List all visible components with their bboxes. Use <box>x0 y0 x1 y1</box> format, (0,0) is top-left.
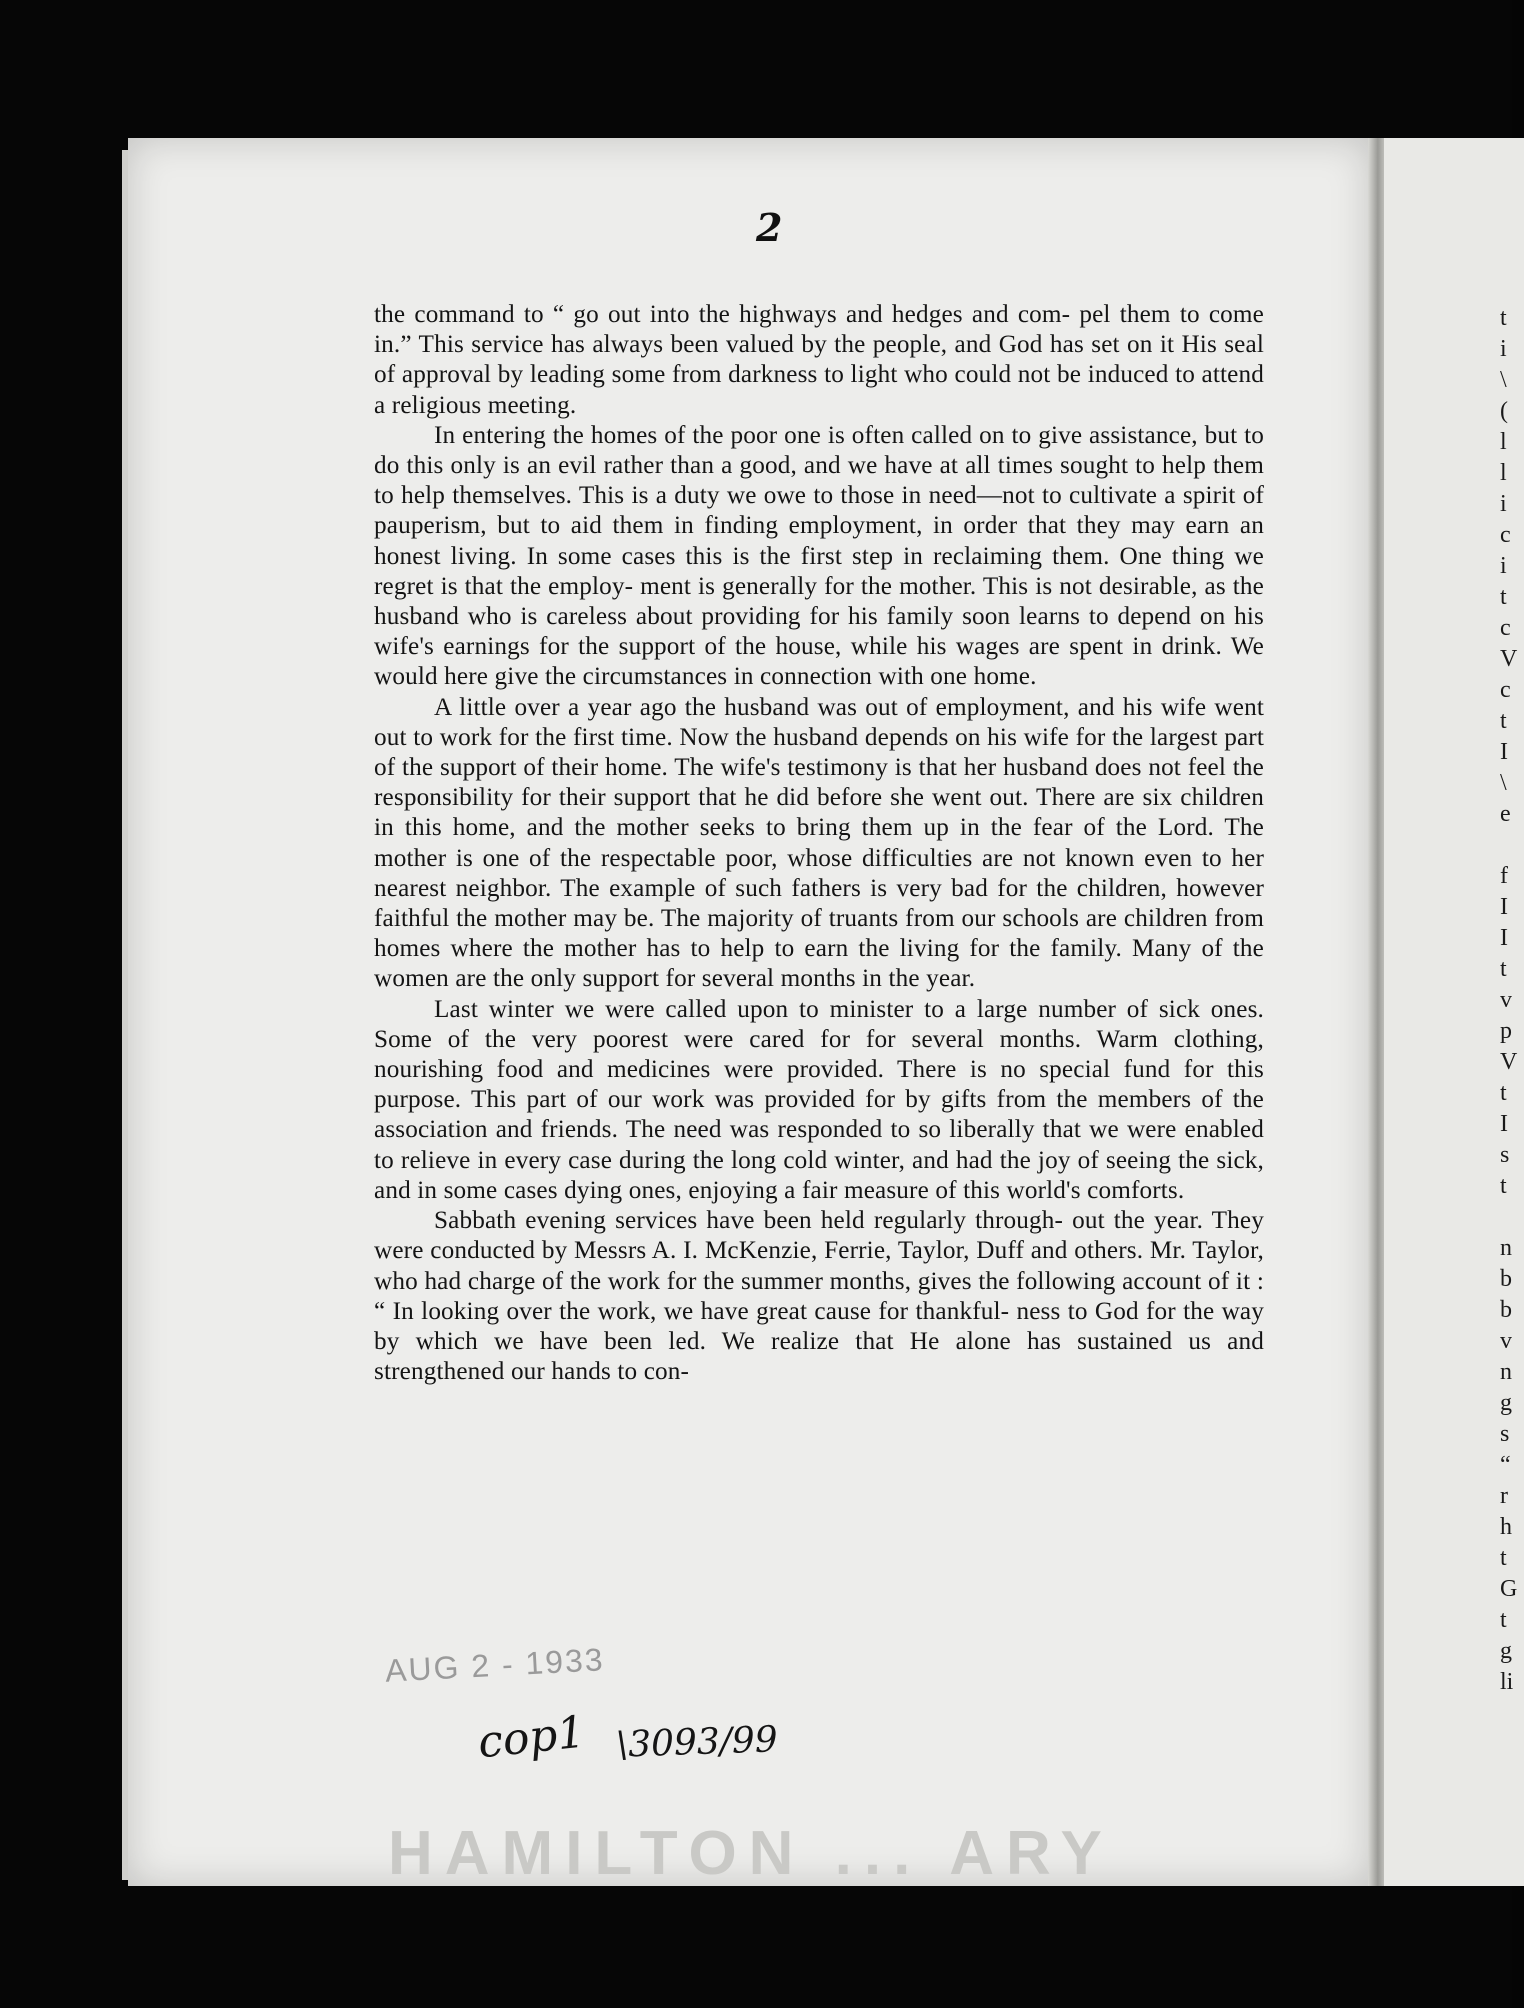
facing-page-letter: I <box>1500 1111 1508 1137</box>
facing-page-letter: \ <box>1500 367 1507 393</box>
facing-page-letter: f <box>1500 863 1508 889</box>
facing-page-letter: t <box>1500 1080 1507 1106</box>
paragraph: Sabbath evening services have been held regularly through- out the year. They were conducted by Messrs A. I. McKenzie, Ferrie, Taylor, Duff and others. Mr. Taylor, who had charge of the work for the summer months, gives the following account of it : “ In looking over the work, we have great cause for thankful- ness to God for the way by which we have been led. We realize that He alone has sustained us and strengthened our hands to con- <box>374 1207 1264 1386</box>
facing-page-letter: p <box>1500 1018 1512 1044</box>
paragraph: Last winter we were called upon to minister to a large number of sick ones. Some of the very poorest were cared for for several months. Warm clothing, nourishing food and medicines were provided. There is no special fund for this purpose. This part of our work was provided for by gifts from the members of the association and friends. The need was responded to so liberally that we were enabled to relieve in every case during the long cold winter, and had the joy of seeing the sick, and in some cases dying ones, enjoying a fair measure of this world's comforts. <box>374 995 1264 1204</box>
handwritten-note-number: \3093/99 <box>615 1719 779 1766</box>
date-stamp: AUG 2 - 1933 <box>384 1641 606 1689</box>
paragraph: A little over a year ago the husband was out of employment, and his wife went out to work for the first time. Now the husband depends on his wife for the largest part of the support of their home. The wife's testimony is that her husband does not feel the responsibility for their support that he did before she went out. There are six children in this home, and the mother seeks to bring them up in the fear of the Lord. The mother is one of the respectable poor, whose difficulties are not known even to her nearest neighbor. The example of such fathers is very bad for the children, however faithful the mother may be. The majority of truants from our schools are children from homes where the mother has to help to earn the living for the family. Many of the women are the only support for several months in the year. <box>374 693 1264 993</box>
facing-page-letter: s <box>1500 1421 1510 1447</box>
facing-page-letter: c <box>1500 615 1511 641</box>
facing-page-letter: i <box>1500 336 1507 362</box>
facing-page-letter: I <box>1500 894 1508 920</box>
facing-page-letter: e <box>1500 801 1511 827</box>
facing-page-letter: s <box>1500 1142 1510 1168</box>
facing-page-letter: t <box>1500 1173 1507 1199</box>
facing-page-letter: t <box>1500 1545 1507 1571</box>
facing-page-letter: t <box>1500 708 1507 734</box>
facing-page-letter: i <box>1500 491 1507 517</box>
facing-page-letter: li <box>1500 1669 1514 1695</box>
facing-page-letter: t <box>1500 956 1507 982</box>
facing-page-letter: g <box>1500 1638 1512 1664</box>
handwritten-note-copy: cop1 <box>475 1706 588 1769</box>
paragraph: In entering the homes of the poor one is often called on to give assistance, but to do this only is an evil rather than a good, and we have at all times sought to help them to help themselves. This is a duty we owe to those in need—not to cultivate a spirit of pauperism, but to aid them in finding employment, in order that they may earn an honest living. In some cases this is the first step in reclaiming them. One thing we regret is that the employ- ment is generally for the mother. This is not desirable, as the husband who is careless about providing for his family soon learns to depend on his wife's earnings for the support of the house, while his wages are spent in drink. We would here give the circumstances in connection with one home. <box>374 421 1264 691</box>
facing-page-letter: v <box>1500 987 1512 1013</box>
body-text <box>374 300 1264 1387</box>
facing-page-letter: r <box>1500 1483 1508 1509</box>
facing-page-letter: c <box>1500 677 1511 703</box>
facing-page-letter: t <box>1500 584 1507 610</box>
facing-page-letter: V <box>1500 1049 1518 1075</box>
faded-library-stamp: HAMILTON ... ARY <box>388 1819 1114 1888</box>
facing-page-letter: I <box>1500 739 1508 765</box>
facing-page-letter: h <box>1500 1514 1512 1540</box>
facing-page-letter: \ <box>1500 770 1507 796</box>
paragraph: the command to “ go out into the highways and hedges and com- pel them to come in.” This service has always been valued by the people, and God has set on it His seal of approval by leading some from darkness to light who could not be induced to attend a religious meeting. <box>374 301 1264 419</box>
facing-page-letter: b <box>1500 1297 1512 1323</box>
facing-page-letter: i <box>1500 553 1507 579</box>
page-number: 2 <box>756 205 783 250</box>
facing-page-letter: v <box>1500 1328 1512 1354</box>
facing-page-letter: I <box>1500 925 1508 951</box>
facing-page-letter: G <box>1500 1576 1518 1602</box>
facing-page-letter: V <box>1500 646 1518 672</box>
facing-page-letter: l <box>1500 429 1507 455</box>
facing-page-letter: g <box>1500 1390 1512 1416</box>
facing-page-letter: b <box>1500 1266 1512 1292</box>
facing-page-letter: t <box>1500 305 1507 331</box>
facing-page-letter: “ <box>1500 1452 1511 1478</box>
facing-page-letter: n <box>1500 1359 1512 1385</box>
facing-page-letter: n <box>1500 1235 1512 1261</box>
facing-page-letter: ( <box>1500 398 1508 424</box>
facing-page-letter: t <box>1500 1607 1507 1633</box>
facing-page-letter: l <box>1500 460 1507 486</box>
facing-page-letter: c <box>1500 522 1511 548</box>
